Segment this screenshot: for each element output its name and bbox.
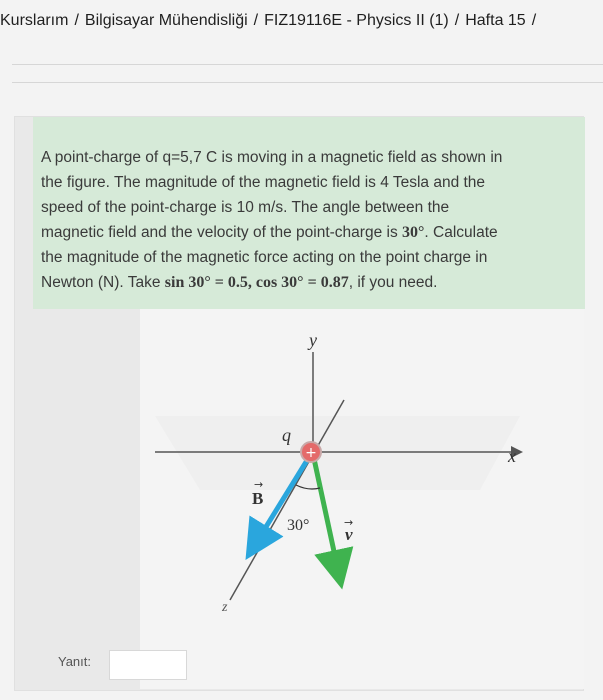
- breadcrumb-item-course[interactable]: FIZ19116E - Physics II (1): [264, 12, 449, 29]
- angle-value: 30°: [402, 224, 425, 241]
- breadcrumb-separator: /: [454, 12, 460, 29]
- question-line: speed of the point-charge is 10 m/s. The angle between the: [41, 199, 450, 216]
- breadcrumb-item-courses[interactable]: Kurslarım: [0, 12, 69, 29]
- charge-sign: +: [305, 445, 317, 461]
- y-axis-label: y: [309, 330, 317, 350]
- field-label: B: [252, 489, 264, 508]
- question-line: the figure. The magnitude of the magnetic field is 4 Tesla and the: [41, 174, 486, 191]
- angle-label: 30°: [287, 517, 310, 534]
- z-axis-label: z: [222, 600, 228, 615]
- question-line: magnetic field and the velocity of the point-charge is 30°. Calculate: [41, 224, 498, 241]
- question-line: the magnitude of the magnetic force acting on the point charge in: [41, 249, 488, 266]
- x-axis-label: x: [508, 446, 516, 466]
- breadcrumb-item-department[interactable]: Bilgisayar Mühendisliği: [84, 12, 248, 29]
- breadcrumb-separator: /: [74, 12, 79, 29]
- figure-background: [140, 309, 584, 689]
- breadcrumb-separator: /: [531, 12, 537, 29]
- answer-label: Yanıt:: [58, 654, 92, 669]
- velocity-label-arrow: →: [344, 516, 354, 529]
- trig-values: sin 30° = 0.5, cos 30° = 0.87: [164, 274, 349, 291]
- charge-label: q: [282, 425, 291, 445]
- breadcrumb-item-week[interactable]: Hafta 15: [465, 12, 526, 29]
- question-line: Newton (N). Take sin 30° = 0.5, cos 30° = 0.87, if you need.: [41, 274, 438, 291]
- question-line: A point-charge of q=5,7 C is moving in a magnetic field as shown in: [41, 149, 503, 166]
- answer-field[interactable]: [109, 650, 187, 680]
- breadcrumb-separator: /: [253, 12, 259, 29]
- field-label-arrow: →: [254, 478, 264, 491]
- velocity-label: v: [345, 525, 353, 544]
- plane: [155, 416, 520, 490]
